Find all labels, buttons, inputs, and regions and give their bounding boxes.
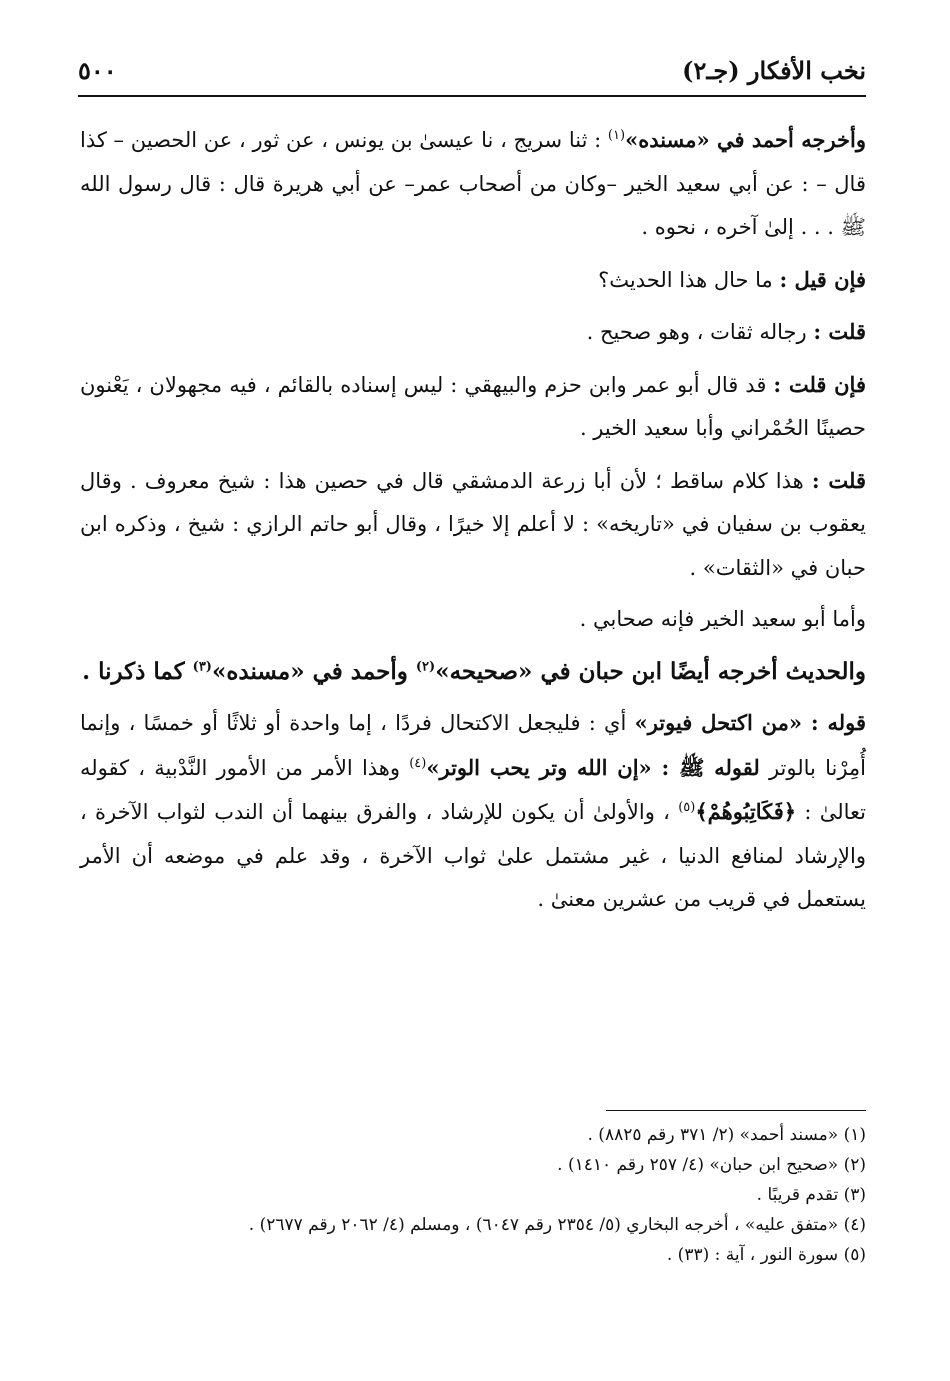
- paragraph-8: [80, 701, 866, 922]
- p1-lead: وأخرجه أحمد في «مسنده»: [625, 127, 866, 152]
- header-divider: [78, 95, 866, 97]
- p4-lead: فإن قلت :: [773, 371, 866, 397]
- p1-text: : ثنا سريج ، نا عيسىٰ بن يونس ، عن ثور ، عن الحصين – كذا قال – : عن أبي سعيد الخير –وكان من أصحاب عمر– عن أبي هريرة قال : قال رسول الله ﷺ . . . إلىٰ آخره ، نحوه .: [80, 128, 866, 239]
- paragraph-3: [80, 310, 866, 355]
- footnote-ref-4: (٤): [409, 755, 427, 771]
- footnote-4: (٤) «متفق عليه» ، أخرجه البخاري (٥/ ٢٣٥٤ رقم ٦٠٤٧) ، ومسلم (٤/ ٢٠٦٢ رقم ٢٦٧٧) .: [248, 1215, 866, 1235]
- p5-text: هذا كلام ساقط ؛ لأن أبا زرعة الدمشقي قال في حصين هذا : شيخ معروف . وقال يعقوب بن سفيان في «تاريخه» : لا أعلم إلا خيرًا ، وقال أبو حاتم الرازي : شيخ ، وذكره ابن حبان في «الثقات» .: [80, 468, 866, 580]
- p3-lead: قلت :: [813, 319, 866, 344]
- paragraph-1: [80, 118, 866, 250]
- running-title: نخب الأفكار (جـ٢): [682, 55, 866, 85]
- paragraph-4: [80, 363, 866, 451]
- p3-text: رجاله ثقات ، وهو صحيح .: [586, 320, 807, 344]
- paragraph-2: [80, 258, 866, 303]
- p2-text: ما حال هذا الحديث؟: [598, 267, 773, 292]
- p8-text1: أي : فليجعل الاكتحال فردًا ، إما واحدة أو ثلاثًا أو خمسًا ، وإنما أُمِرْنا بالوتر: [80, 711, 866, 780]
- p8-lead: قوله : «من اكتحل فيوتر»: [634, 710, 866, 735]
- footnote-ref-1: (١): [607, 128, 626, 143]
- paragraph-7: [80, 650, 866, 694]
- paragraph-6: [80, 598, 866, 642]
- footnote-5: (٥) سورة النور ، آية : (٣٣) .: [666, 1245, 866, 1265]
- p5-lead: قلت :: [811, 467, 866, 493]
- p7-part1: والحديث أخرجه أيضًا ابن حبان في «صحيحه»: [435, 657, 866, 685]
- main-text: [80, 118, 866, 930]
- p8-text2: وهذا الأمر من الأمور النَّدْبية ، كقوله تعالىٰ :: [80, 755, 867, 824]
- footnote-divider: [606, 1110, 866, 1111]
- p7-part2: وأحمد في «مسنده»: [211, 657, 408, 685]
- page-header: [78, 50, 866, 90]
- footnote-1: (١) «مسند أحمد» (٢/ ٣٧١ رقم ٨٨٢٥) .: [587, 1125, 866, 1145]
- footnote-3: (٣) تقدم قريبًا .: [756, 1185, 866, 1205]
- p6-text: وأما أبو سعيد الخير فإنه صحابي .: [579, 607, 866, 631]
- p8-text3: ، والأولىٰ أن يكون للإرشاد ، والفرق بينهما أن الندب لثواب الآخرة ، والإرشاد لمنافع الدنيا ، غير مشتمل علىٰ ثواب الآخرة ، وقد علم في موضعه أن الأمر يستعمل في قريب من عشرين معنىٰ .: [80, 800, 866, 911]
- footnote-ref-2: (٢): [415, 658, 436, 674]
- p7-part3: كما ذكرنا .: [82, 657, 185, 685]
- page-number: ٥٠٠: [78, 55, 117, 85]
- footnote-ref-3: (٣): [192, 658, 212, 674]
- p4-text: قد قال أبو عمر وابن حزم والبيهقي : ليس إسناده بالقائم ، فيه مجهولان ، يَعْنون حصينًا الحُمْراني وأبا سعيد الخير .: [80, 372, 866, 440]
- footnotes: [80, 1120, 866, 1270]
- footnote-2: (٢) «صحيح ابن حبان» (٤/ ٢٥٧ رقم ١٤١٠) .: [557, 1155, 866, 1175]
- paragraph-5: [80, 459, 866, 591]
- p2-lead: فإن قيل :: [779, 266, 866, 292]
- quran-verse: ﴿فَكَاتِبُوهُمْ﴾: [695, 799, 797, 824]
- footnote-ref-5: (٥): [678, 800, 696, 815]
- p8-hadith: لقوله ﷺ : «إن الله وتر يحب الوتر»: [426, 754, 760, 780]
